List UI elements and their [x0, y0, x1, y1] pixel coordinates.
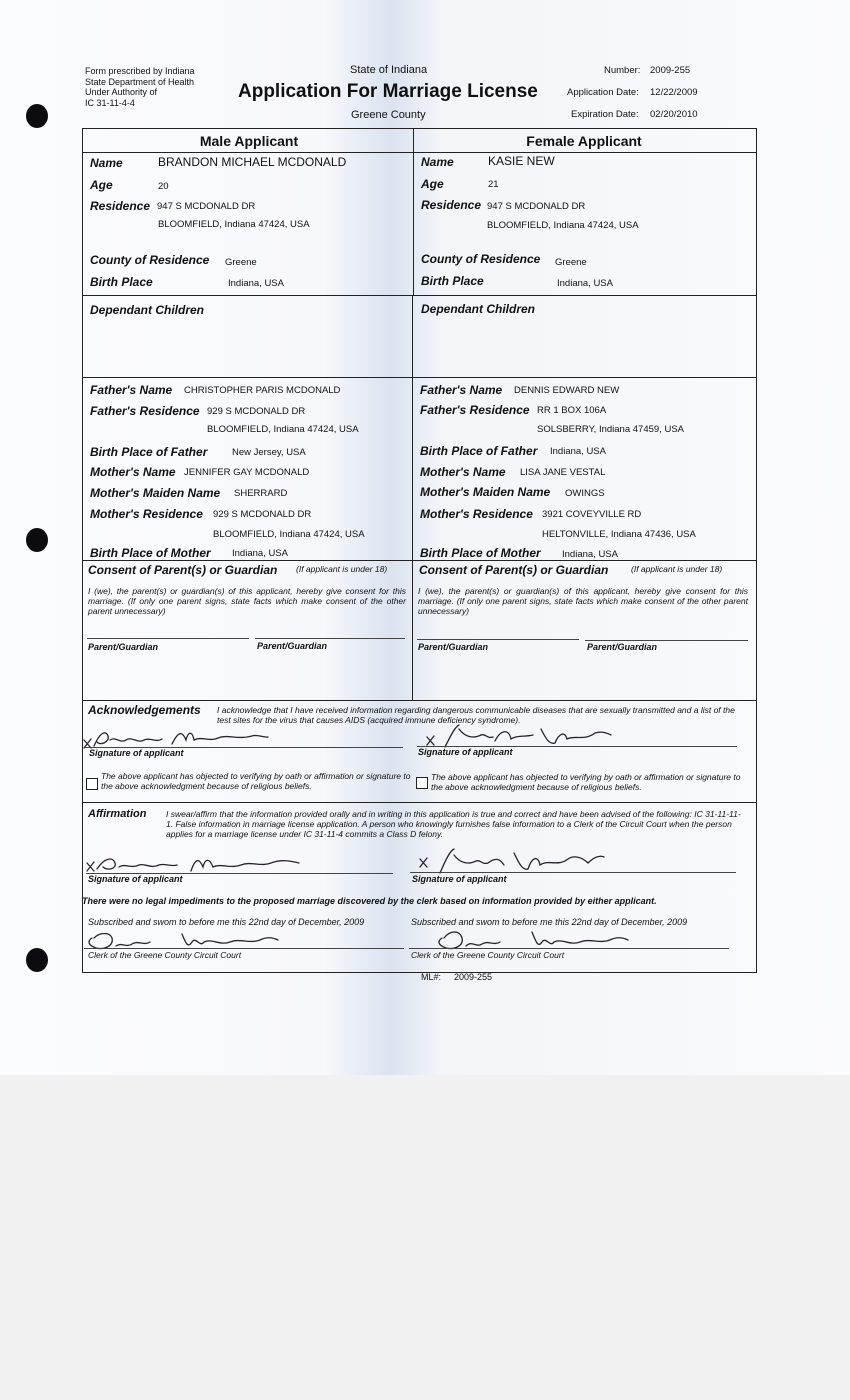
clerk-label: Clerk of the Greene County Circuit Court [88, 950, 242, 960]
female-mother-name-label: Mother's Name [420, 465, 506, 479]
male-father-name-value: CHRISTOPHER PARIS MCDONALD [184, 385, 341, 396]
male-father-birth-place-label: Birth Place of Father [90, 445, 208, 459]
divider [412, 295, 413, 700]
parent-guardian-line [417, 639, 579, 640]
male-consent-title: Consent of Parent(s) or Guardian [88, 563, 278, 577]
male-mother-residence-line1: 929 S MCDONALD DR [213, 509, 312, 520]
divider [82, 560, 757, 561]
male-residence-line2: BLOOMFIELD, Indiana 47424, USA [158, 219, 310, 230]
divider [82, 802, 757, 803]
female-mother-residence-line1: 3921 COVEYVILLE RD [542, 509, 642, 520]
female-father-residence-line2: SOLSBERRY, Indiana 47459, USA [537, 424, 684, 435]
female-affirmation-line [410, 872, 736, 873]
parent-guardian-label: Parent/Guardian [257, 641, 328, 651]
male-mother-birth-place-value: Indiana, USA [232, 548, 288, 559]
male-father-residence-line1: 929 S MCDONALD DR [207, 406, 306, 417]
female-father-residence-line1: RR 1 BOX 106A [537, 405, 607, 416]
male-name-label: Name [90, 156, 123, 170]
divider [82, 700, 757, 701]
prescribed-by: Form prescribed by Indiana State Department of Health Under Authority of IC 31-11-4-4 [85, 66, 195, 108]
application-date-value: 12/22/2009 [650, 87, 698, 98]
female-mother-birth-place-label: Birth Place of Mother [420, 546, 541, 560]
divider [82, 377, 757, 378]
male-mother-name-label: Mother's Name [90, 465, 176, 479]
female-mother-maiden-value: OWINGS [565, 488, 605, 499]
female-consent-title: Consent of Parent(s) or Guardian [419, 563, 609, 577]
male-mother-residence-label: Mother's Residence [90, 507, 203, 521]
application-date-label: Application Date: [567, 87, 639, 98]
male-residence-label: Residence [90, 199, 151, 213]
ml-number-label: ML#: [421, 972, 442, 982]
punch-hole [26, 104, 48, 128]
female-birth-place-label: Birth Place [421, 274, 484, 288]
female-consent-text: I (we), the parent(s) or guardian(s) of this applicant, hereby give consent for this marriage. (If only one parent signs, state facts which make consent of the other parent unnecessary) [418, 586, 748, 616]
female-applicant-header: Female Applicant [526, 133, 642, 149]
female-father-name-value: DENNIS EDWARD NEW [514, 385, 620, 396]
male-birth-place-label: Birth Place [90, 275, 153, 289]
clerk-line [409, 948, 729, 949]
acknowledgement-text: I acknowledge that I have received information regarding dangerous communicable diseases that are sexually transmitted and a list of the test sites for the virus that causes AIDS (acquired immune deficiency syndrome). [217, 705, 735, 725]
number-label: Number: [604, 65, 641, 76]
number-value: 2009-255 [650, 65, 691, 76]
female-objection-text: The above applicant has objected to verifying by oath or affirmation or signature to the above acknowledgment because of religious beliefs. [431, 772, 741, 792]
no-impediments-statement: There were no legal impediments to the proposed marriage discovered by the clerk based on information provided by either applicant. [82, 896, 657, 906]
female-age-label: Age [421, 177, 444, 191]
clerk-line [84, 948, 404, 949]
male-signature-label: Signature of applicant [88, 874, 183, 884]
parent-guardian-label: Parent/Guardian [418, 642, 489, 652]
female-mother-name-value: LISA JANE VESTAL [520, 467, 606, 478]
male-county-value: Greene [225, 257, 257, 268]
male-consent-note: (If applicant is under 18) [296, 564, 388, 574]
state-name: State of Indiana [350, 64, 428, 76]
male-applicant-header: Male Applicant [199, 133, 299, 149]
male-age-label: Age [90, 178, 113, 192]
male-father-residence-label: Father's Residence [90, 404, 200, 418]
expiration-date-value: 02/20/2010 [650, 109, 698, 120]
parent-guardian-line [255, 638, 405, 639]
county-name: Greene County [351, 109, 426, 121]
female-county-label: County of Residence [421, 252, 541, 266]
male-birth-place-value: Indiana, USA [228, 278, 284, 289]
clerk-label: Clerk of the Greene County Circuit Court [411, 950, 565, 960]
female-residence-label: Residence [421, 198, 482, 212]
affirmation-text: I swear/affirm that the information provided orally and in writing in this application is true and correct and have been advised of the following: IC 31-11-11-1. False information in marriage license application. A person who knowingly furnishes false information to a Clerk of the Circuit Court when the person applies for a marriage license under IC 31-11-4 commits a Class D felony. [166, 809, 741, 839]
female-signature-label: Signature of applicant [412, 874, 507, 884]
male-residence-line1: 947 S MCDONALD DR [157, 201, 256, 212]
ml-number-value: 2009-255 [454, 972, 493, 982]
female-age-value: 21 [488, 179, 499, 190]
male-age-value: 20 [158, 181, 169, 192]
male-mother-name-value: JENNIFER GAY MCDONALD [184, 467, 310, 478]
expiration-date-label: Expiration Date: [571, 109, 639, 120]
female-signature-label: Signature of applicant [418, 747, 513, 757]
female-father-birth-place-value: Indiana, USA [550, 446, 606, 457]
male-mother-residence-line2: BLOOMFIELD, Indiana 47424, USA [213, 529, 365, 540]
female-name-value: KASIE NEW [488, 154, 555, 168]
divider [82, 152, 757, 153]
male-father-residence-line2: BLOOMFIELD, Indiana 47424, USA [207, 424, 359, 435]
male-mother-maiden-label: Mother's Maiden Name [90, 486, 221, 500]
punch-hole [26, 528, 48, 552]
male-name-value: BRANDON MICHAEL MCDONALD [158, 155, 347, 169]
female-dependant-children-label: Dependant Children [421, 302, 536, 316]
male-sworn-text: Subscribed and swom to before me this 22nd day of December, 2009 [88, 917, 365, 927]
female-county-value: Greene [555, 257, 587, 268]
male-father-birth-place-value: New Jersey, USA [232, 447, 306, 458]
female-father-name-label: Father's Name [420, 383, 503, 397]
parent-guardian-line [585, 640, 748, 641]
female-father-residence-label: Father's Residence [420, 403, 530, 417]
parent-guardian-line [87, 638, 249, 639]
acknowledgements-label: Acknowledgements [88, 703, 201, 717]
parent-guardian-label: Parent/Guardian [88, 642, 159, 652]
male-county-label: County of Residence [90, 253, 210, 267]
male-mother-birth-place-label: Birth Place of Mother [90, 546, 211, 560]
male-signature-label: Signature of applicant [89, 748, 184, 758]
male-father-name-label: Father's Name [90, 383, 173, 397]
female-sworn-text: Subscribed and swom to before me this 22nd day of December, 2009 [411, 917, 688, 927]
male-objection-text: The above applicant has objected to verifying by oath or affirmation or signature to the above acknowledgment because of religious beliefs. [101, 771, 411, 791]
female-birth-place-value: Indiana, USA [557, 278, 613, 289]
female-mother-residence-line2: HELTONVILLE, Indiana 47436, USA [542, 529, 696, 540]
female-mother-residence-label: Mother's Residence [420, 507, 533, 521]
female-objection-checkbox[interactable] [416, 777, 428, 789]
page-title: Application For Marriage License [238, 81, 538, 102]
female-residence-line1: 947 S MCDONALD DR [487, 201, 586, 212]
female-consent-note: (If applicant is under 18) [631, 564, 723, 574]
female-mother-birth-place-value: Indiana, USA [562, 549, 618, 560]
female-father-birth-place-label: Birth Place of Father [420, 444, 538, 458]
female-affirmation-signature [418, 847, 608, 875]
male-mother-maiden-value: SHERRARD [234, 488, 288, 499]
divider [82, 295, 757, 296]
male-consent-text: I (we), the parent(s) or guardian(s) of this applicant, hereby give consent for this marriage. (If only one parent signs, state facts which make consent of the other parent unnecessary) [88, 586, 406, 616]
female-mother-maiden-label: Mother's Maiden Name [420, 485, 551, 499]
female-residence-line2: BLOOMFIELD, Indiana 47424, USA [487, 220, 639, 231]
punch-hole [26, 948, 48, 972]
parent-guardian-label: Parent/Guardian [587, 642, 658, 652]
divider [413, 129, 414, 295]
male-dependant-children-label: Dependant Children [90, 303, 205, 317]
affirmation-label: Affirmation [88, 808, 147, 820]
male-objection-checkbox[interactable] [86, 778, 98, 790]
female-name-label: Name [421, 155, 454, 169]
